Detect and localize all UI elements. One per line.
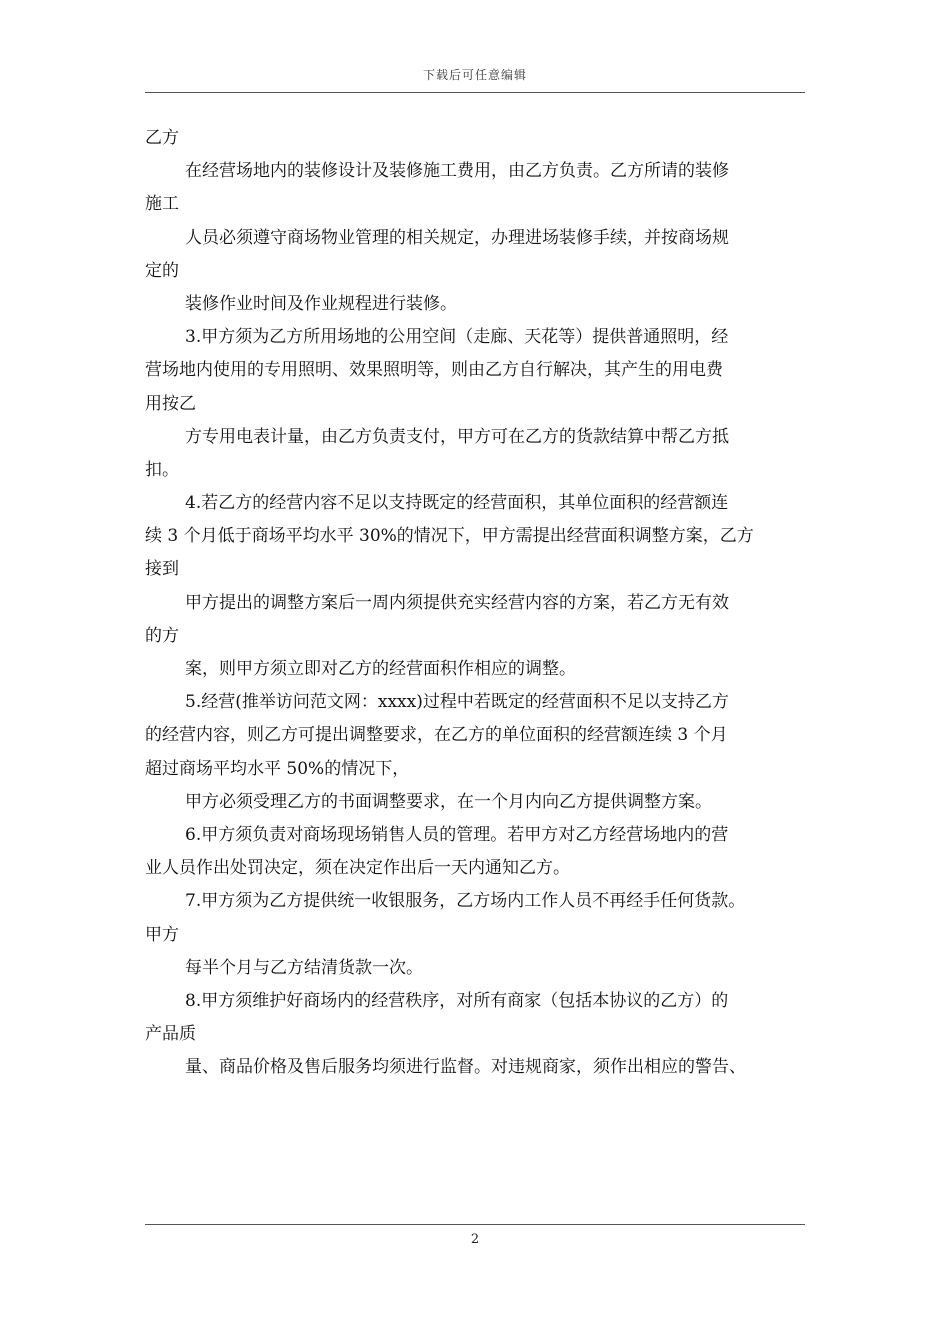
text-line: 5.经营(推举访问范文网：xxxx)过程中若既定的经营面积不足以支持乙方 xyxy=(185,692,729,713)
text-line: 3.甲方须为乙方所用场地的公用空间（走廊、天花等）提供普通照明，经 xyxy=(185,327,729,348)
text-line: 甲方提出的调整方案后一周内须提供充实经营内容的方案，若乙方无有效 xyxy=(185,592,729,613)
text-line: 量、商品价格及售后服务均须进行监督。对违规商家，须作出相应的警告、 xyxy=(185,1057,746,1078)
document-body xyxy=(145,122,805,1084)
text-line: 扣。 xyxy=(145,459,179,480)
text-line: 每半个月与乙方结清货款一次。 xyxy=(185,957,423,978)
text-line: 产品质 xyxy=(145,1024,196,1045)
text-line: 甲方必须受理乙方的书面调整要求，在一个月内向乙方提供调整方案。 xyxy=(185,791,712,812)
text-line: 业人员作出处罚决定，须在决定作出后一天内通知乙方。 xyxy=(145,858,570,879)
text-line: 用按乙 xyxy=(145,393,196,414)
text-line: 在经营场地内的装修设计及装修施工费用，由乙方负责。乙方所请的装修 xyxy=(185,161,729,182)
text-line: 6.甲方须负责对商场现场销售人员的管理。若甲方对乙方经营场地内的营 xyxy=(185,824,729,845)
text-line: 的经营内容，则乙方可提出调整要求，在乙方的单位面积的经营额连续 3 个月 xyxy=(145,725,728,746)
text-line: 定的 xyxy=(145,260,179,281)
text-line: 接到 xyxy=(145,559,179,580)
footer-divider xyxy=(145,1224,805,1225)
text-line: 方专用电表计量，由乙方负责支付，甲方可在乙方的货款结算中帮乙方抵 xyxy=(185,426,729,447)
text-line: 8.甲方须维护好商场内的经营秩序，对所有商家（包括本协议的乙方）的 xyxy=(185,990,729,1011)
text-line: 施工 xyxy=(145,194,179,215)
header-divider xyxy=(145,92,805,93)
page-number: 2 xyxy=(470,1232,480,1247)
text-line: 续 3 个月低于商场平均水平 30%的情况下，甲方需提出经营面积调整方案，乙方 xyxy=(145,526,754,547)
text-line: 营场地内使用的专用照明、效果照明等，则由乙方自行解决，其产生的用电费 xyxy=(145,360,723,381)
text-line: 的方 xyxy=(145,625,179,646)
text-line: 4.若乙方的经营内容不足以支持既定的经营面积，其单位面积的经营额连 xyxy=(185,493,729,514)
text-line: 案，则甲方须立即对乙方的经营面积作相应的调整。 xyxy=(185,659,576,679)
page-header: 下载后可任意编辑 xyxy=(422,68,527,82)
text-line: 7.甲方须为乙方提供统一收银服务，乙方场内工作人员不再经手任何货款。 xyxy=(185,891,746,912)
text-line: 乙方 xyxy=(145,128,179,148)
text-line: 超过商场平均水平 50%的情况下， xyxy=(145,758,410,779)
text-line: 人员必须遵守商场物业管理的相关规定，办理进场装修手续，并按商场规 xyxy=(185,227,729,248)
text-line: 甲方 xyxy=(145,924,179,945)
text-line: 装修作业时间及作业规程进行装修。 xyxy=(185,293,457,314)
